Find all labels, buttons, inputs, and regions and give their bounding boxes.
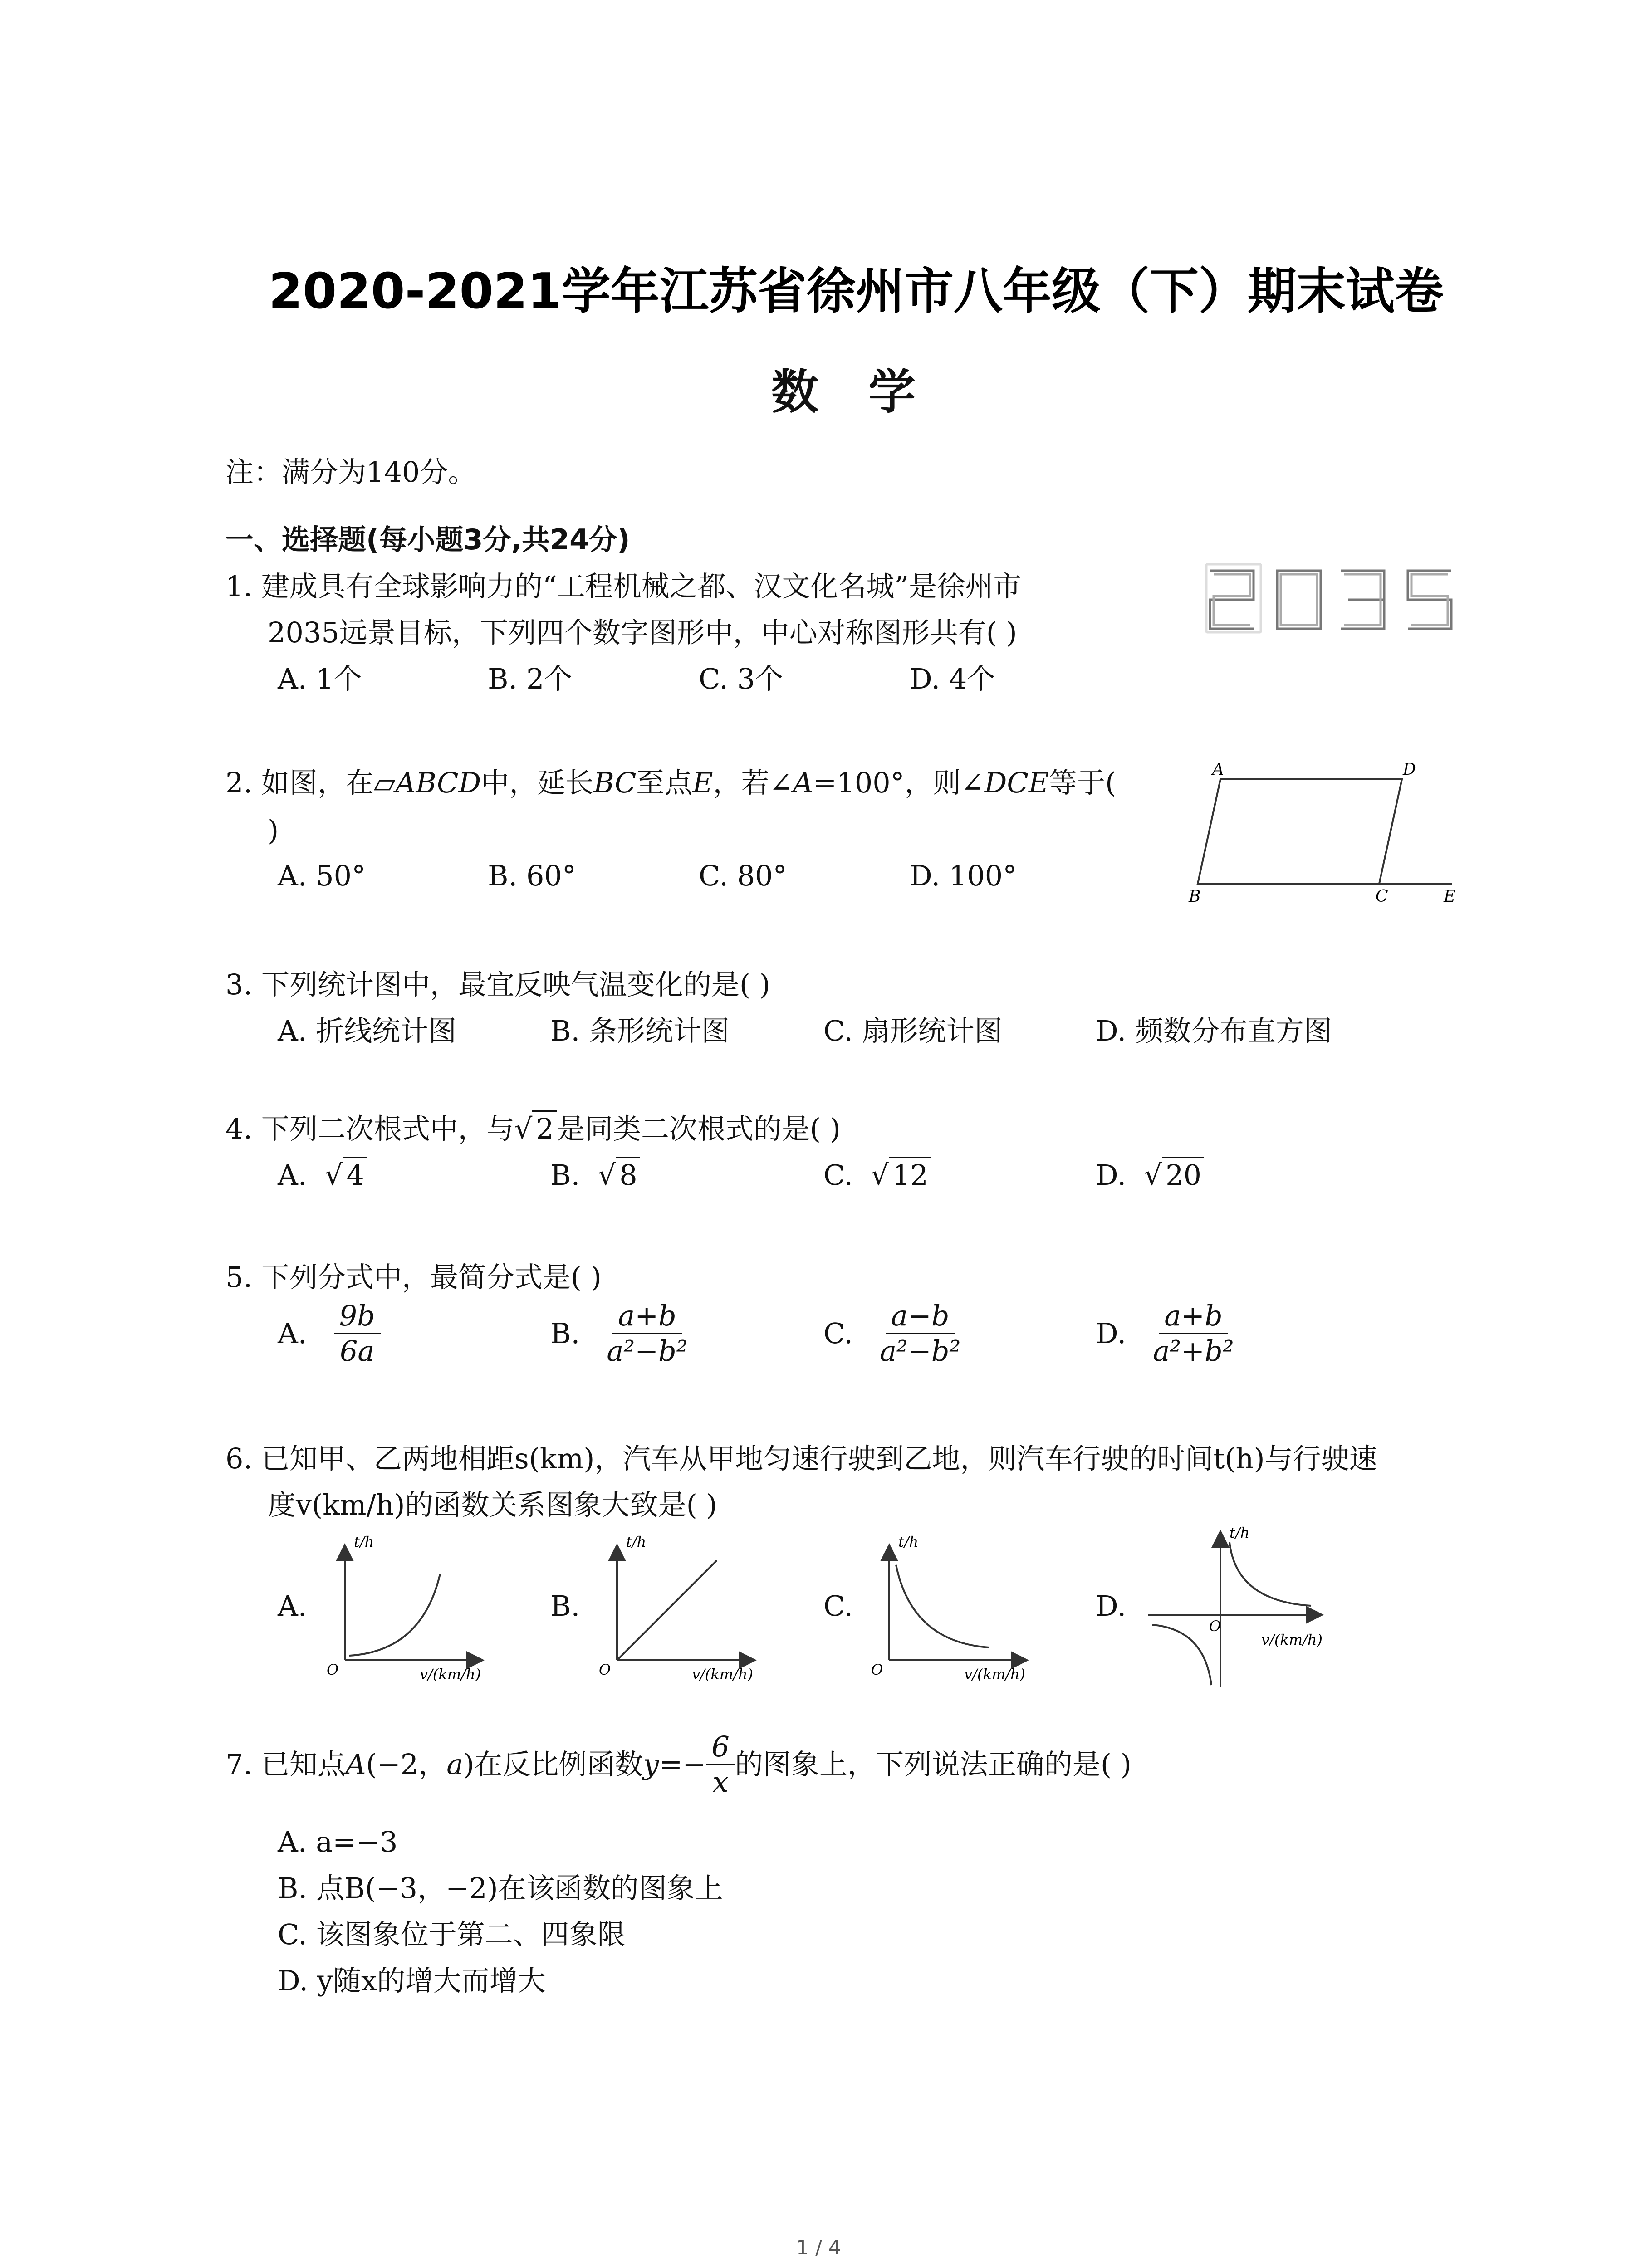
question-1-line1: 1. 建成具有全球影响力的“工程机械之都、汉文化名城”是徐州市 bbox=[225, 570, 1022, 603]
question-5: 5. 下列分式中，最简分式是( ) bbox=[225, 1261, 602, 1294]
sqrt-2: √ 2 bbox=[514, 1110, 557, 1143]
score-note: 注：满分为140分。 bbox=[225, 455, 476, 489]
q1-option-c[interactable]: C. 3个 bbox=[699, 662, 784, 695]
q5-option-a[interactable]: A. $\frac{9b}{6a}$ bbox=[278, 1302, 381, 1365]
q3-option-c[interactable]: C. 扇形统计图 bbox=[823, 1014, 1003, 1047]
parallelogram-figure bbox=[1180, 758, 1461, 907]
label-c: C bbox=[1376, 887, 1388, 906]
q6-graph-b[interactable] bbox=[590, 1529, 780, 1692]
page-number: 1 / 4 bbox=[796, 2236, 841, 2259]
svg-text:O: O bbox=[327, 1661, 339, 1678]
question-1-line2: 2035远景目标，下列四个数字图形中，中心对称图形共有( ) bbox=[268, 616, 1017, 649]
exam-subject: 数学 bbox=[771, 364, 966, 420]
question-4: 4. 下列二次根式中，与√ 2 是同类二次根式的是( ) bbox=[225, 1110, 841, 1143]
section-heading: 一、选择题(每小题3分,共24分) bbox=[225, 523, 630, 556]
svg-text:O: O bbox=[599, 1661, 611, 1678]
q2-option-d[interactable]: D. 100° bbox=[910, 859, 1017, 892]
svg-text:O: O bbox=[871, 1661, 883, 1678]
q7-option-a[interactable]: A. a=−3 bbox=[278, 1825, 398, 1858]
svg-text:O: O bbox=[1209, 1618, 1221, 1635]
q4-option-c[interactable]: C. √ 12 bbox=[823, 1157, 931, 1189]
q5-option-b[interactable]: B. $\frac{a+b}{\text{a²−b²}}$ bbox=[550, 1299, 688, 1368]
q1-option-a[interactable]: A. 1个 bbox=[278, 662, 362, 695]
q5-option-d[interactable]: D. $\frac{a+b}{\text{a²+b²}}$ bbox=[1096, 1299, 1234, 1368]
q6-option-a[interactable]: A. bbox=[278, 1589, 307, 1623]
q7-option-c[interactable]: C. 该图象位于第二、四象限 bbox=[278, 1918, 626, 1951]
q1-option-b[interactable]: B. 2个 bbox=[488, 662, 573, 695]
svg-text:v/(km/h): v/(km/h) bbox=[692, 1666, 753, 1683]
q6-graph-d[interactable] bbox=[1139, 1524, 1338, 1696]
q3-option-a[interactable]: A. 折线统计图 bbox=[278, 1014, 457, 1047]
q3-option-d[interactable]: D. 频数分布直方图 bbox=[1096, 1014, 1332, 1047]
q3-option-b[interactable]: B. 条形统计图 bbox=[550, 1014, 730, 1047]
q6-option-d[interactable]: D. bbox=[1096, 1589, 1127, 1623]
svg-text:t/h: t/h bbox=[626, 1533, 647, 1550]
q2-option-a[interactable]: A. 50° bbox=[278, 859, 366, 892]
svg-text:t/h: t/h bbox=[898, 1533, 919, 1550]
q6-graph-a[interactable] bbox=[318, 1529, 508, 1692]
q7-option-b[interactable]: B. 点B(−3，−2)在该函数的图象上 bbox=[278, 1872, 723, 1905]
q1-option-d[interactable]: D. 4个 bbox=[910, 662, 995, 695]
svg-text:t/h: t/h bbox=[354, 1533, 374, 1550]
svg-text:v/(km/h): v/(km/h) bbox=[1261, 1631, 1323, 1648]
label-b: B bbox=[1189, 887, 1201, 906]
q2-option-c[interactable]: C. 80° bbox=[699, 859, 787, 892]
q7-option-d[interactable]: D. y随x的增大而增大 bbox=[278, 1964, 546, 1997]
question-3: 3. 下列统计图中，最宜反映气温变化的是( ) bbox=[225, 968, 770, 1001]
label-d: D bbox=[1403, 760, 1416, 779]
label-a: A bbox=[1212, 760, 1224, 779]
svg-text:v/(km/h): v/(km/h) bbox=[964, 1666, 1025, 1683]
svg-text:t/h: t/h bbox=[1230, 1524, 1250, 1541]
digit-figure-2035 bbox=[1205, 562, 1468, 640]
question-2-line2: ) bbox=[268, 814, 279, 847]
q4-option-a[interactable]: A. √ 4 bbox=[278, 1157, 367, 1189]
q6-option-b[interactable]: B. bbox=[550, 1589, 580, 1623]
q4-option-d[interactable]: D. √ 20 bbox=[1096, 1157, 1204, 1189]
question-2-line1: 2. 如图，在▱ABCD中，延长BC至点E，若∠A=100°，则∠DCE等于( bbox=[225, 766, 1117, 799]
q4-option-b[interactable]: B. √ 8 bbox=[550, 1157, 640, 1189]
svg-text:v/(km/h): v/(km/h) bbox=[420, 1666, 481, 1683]
exam-title: 2020-2021学年江苏省徐州市八年级（下）期末试卷 bbox=[269, 263, 1444, 320]
q6-option-c[interactable]: C. bbox=[823, 1589, 853, 1623]
q6-graph-c[interactable] bbox=[862, 1529, 1053, 1692]
question-6-line2: 度v(km/h)的函数关系图象大致是( ) bbox=[268, 1488, 717, 1521]
q2-option-b[interactable]: B. 60° bbox=[488, 859, 576, 892]
q5-option-c[interactable]: C. $\frac{a-b}{\text{a²−b²}}$ bbox=[823, 1299, 961, 1368]
label-e: E bbox=[1444, 887, 1456, 906]
question-6-line1: 6. 已知甲、乙两地相距s(km)，汽车从甲地匀速行驶到乙地，则汽车行驶的时间t(h)与行驶速 bbox=[225, 1442, 1377, 1475]
question-7: 7. 已知点 A (−2， a )在反比例函数 y =− $\frac{6}{x}$ 的图象上，下列说法正确的是( ) bbox=[225, 1730, 1132, 1799]
